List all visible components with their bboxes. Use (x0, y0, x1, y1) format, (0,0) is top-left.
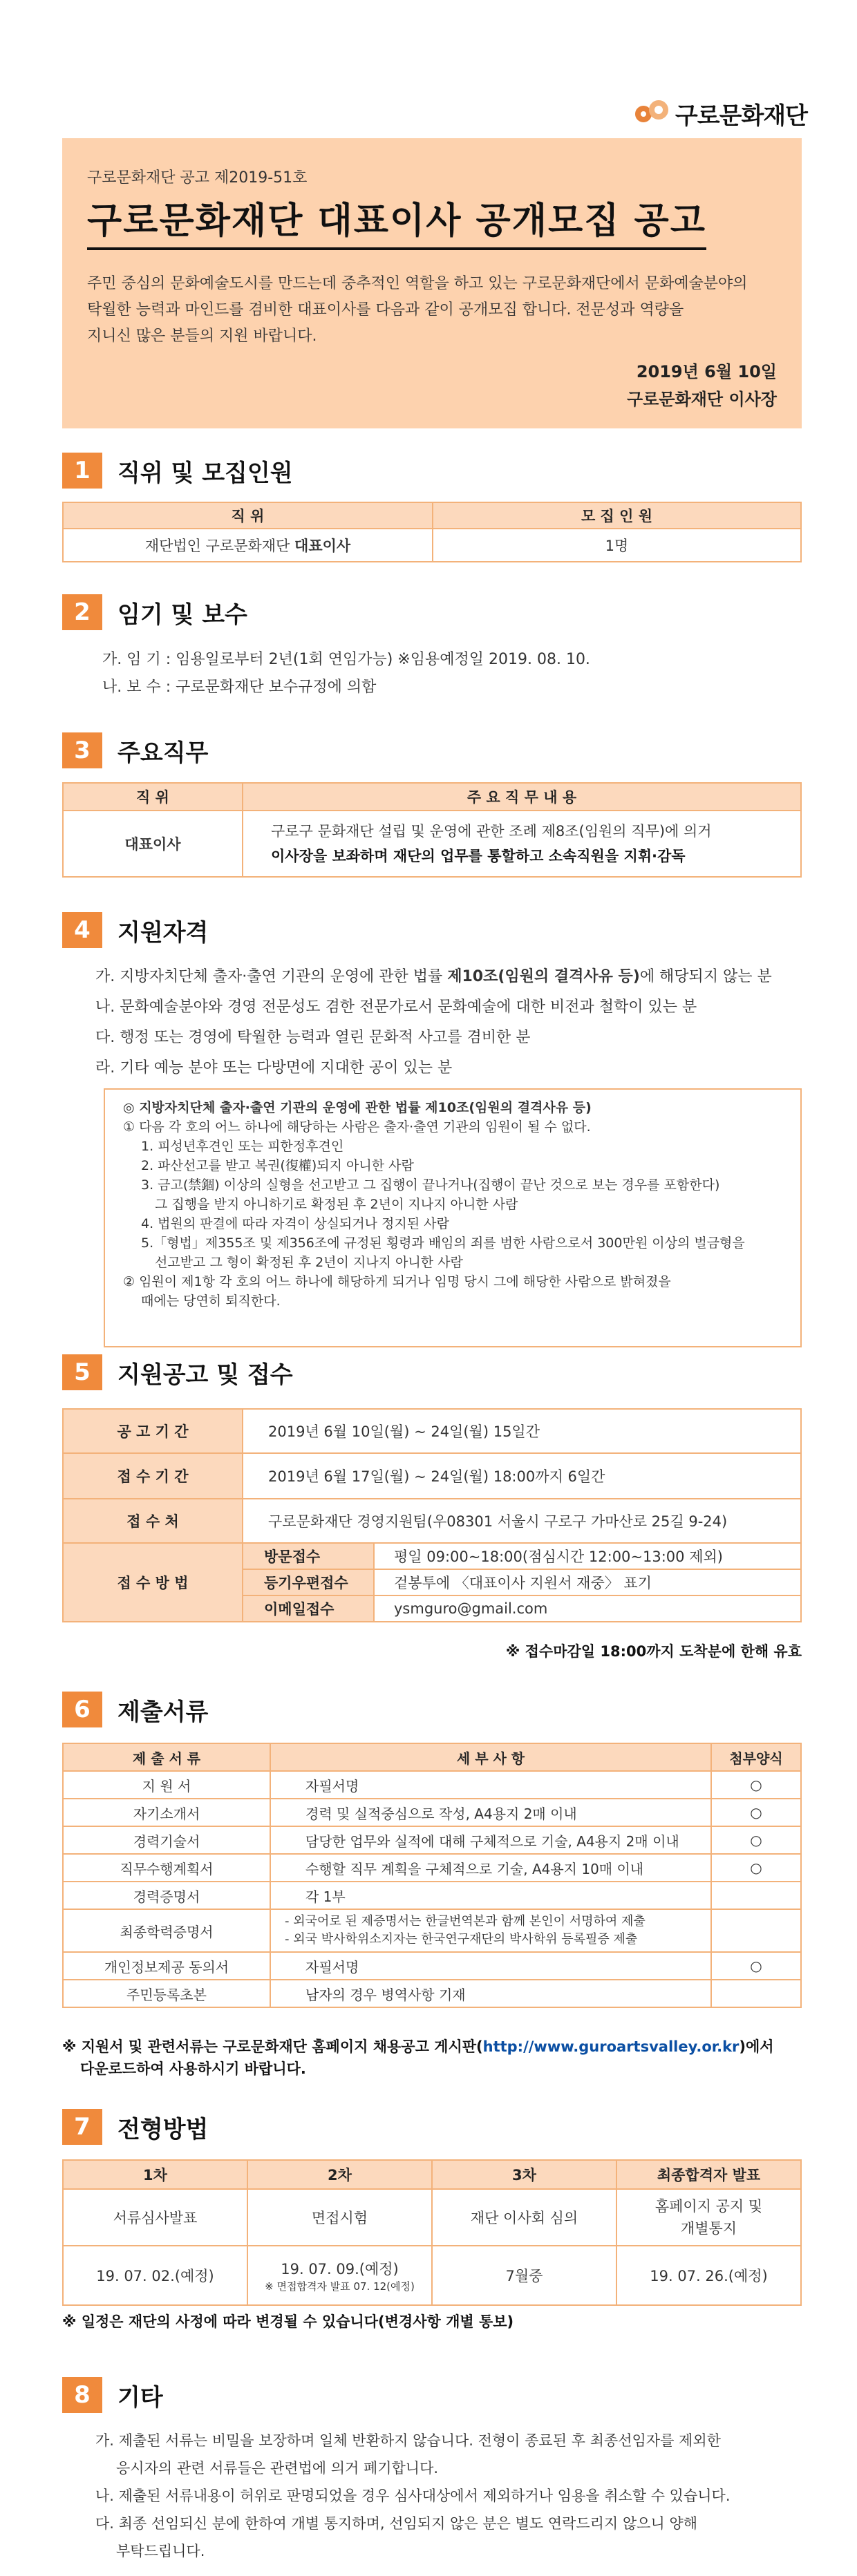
doc-detail: 자필서명 (270, 1952, 711, 1980)
qualification-item: 다. 행정 또는 경영에 탁월한 능력과 열린 문화적 사고를 겸비한 분 (95, 1029, 531, 1046)
email-value: ysmguro@gmail.com (374, 1595, 801, 1622)
col-header: 3차 (432, 2160, 616, 2189)
col-header: 최종합격자 발표 (616, 2160, 801, 2189)
date-cell: 19. 07. 26.(예정) (616, 2246, 801, 2305)
section-6-header (62, 1692, 208, 1727)
law-line: 그 집행을 받지 아니하기로 확정된 후 2년이 지나지 아니한 사람 (155, 1197, 518, 1212)
doc-form (711, 1882, 801, 1909)
term-info (102, 646, 590, 701)
page-title: 구로문화재단 대표이사 공개모집 공고 (87, 191, 706, 250)
hero-intro (87, 271, 777, 350)
table-row (63, 1826, 801, 1854)
law-line: 선고받고 그 형이 확정된 후 2년이 지나지 아니한 사람 (155, 1255, 463, 1270)
qualification-item: 가. 지방자치단체 출자·출연 기관의 운영에 관한 법률 제10조(임원의 결격사유 등)에 해당되지 않는 분 (95, 968, 772, 985)
intro-line: 탁월한 능력과 마인드를 겸비한 대표이사를 다음과 같이 공개모집 합니다. 전문성과 역량을 (87, 301, 684, 319)
section-number: 6 (62, 1692, 102, 1727)
deadline-note: ※ 접수마감일 18:00까지 도착분에 한해 유효 (505, 1643, 802, 1660)
doc-name: 직무수행계획서 (63, 1854, 270, 1882)
col-header: 1차 (63, 2160, 247, 2189)
etc-item: 가. 제출된 서류는 비밀을 보장하며 일체 반환하지 않습니다. 전형이 종료된 후 최종선임자를 제외한 (95, 2432, 721, 2449)
section-title: 기타 (117, 2383, 163, 2412)
col-header: 제 출 서 류 (63, 1743, 270, 1771)
section-5-header (62, 1354, 293, 1390)
doc-form: ○ (711, 1952, 801, 1980)
doc-name: 주민등록초본 (63, 1980, 270, 2007)
doc-detail: 수행할 직무 계획을 구체적으로 기술, A4용지 10매 이내 (270, 1854, 711, 1882)
duty-description: 구로구 문화재단 설립 및 운영에 관한 조례 제8조(임원의 직무)에 의거 이사장을 보좌하며 재단의 업무를 통할하고 소속직원을 지휘·감독 (243, 811, 801, 877)
section-title: 지원공고 및 접수 (117, 1361, 293, 1389)
logo-icon (635, 97, 668, 131)
col-header: 직 위 (63, 783, 243, 811)
method-label: 방문접수 (243, 1543, 374, 1569)
section-title: 임기 및 보수 (117, 600, 247, 629)
doc-detail: - 외국어로 된 제증명서는 한글번역본과 함께 본인이 서명하여 제출 - 외국 박사학위소지자는 한국연구재단의 박사학위 등록필증 제출 (270, 1909, 711, 1952)
place-value: 구로문화재단 경영지원팀(우08301 서울시 구로구 가마산로 25길 9-24) (243, 1499, 801, 1543)
col-header: 모 집 인 원 (433, 502, 801, 529)
law-line: 4. 법원의 판결에 따라 자격이 상실되거나 정지된 사람 (141, 1216, 449, 1231)
homepage-link[interactable]: http://www.guroartsvalley.or.kr (482, 2038, 740, 2055)
method-value: 평일 09:00~18:00(점심시간 12:00~13:00 제외) (374, 1543, 801, 1569)
download-note: ※ 지원서 및 관련서류는 구로문화재단 홈페이지 채용공고 게시판(http://www.guroartsvalley.or.kr)에서 다운로드하여 사용하시기 바랍니다. (62, 2038, 774, 2077)
date-cell: 19. 07. 02.(예정) (63, 2246, 247, 2305)
table-row (63, 1882, 801, 1909)
law-line: ① 다음 각 호의 어느 하나에 해당하는 사람은 출자·출연 기관의 임원이 될 수 없다. (123, 1119, 591, 1135)
doc-name: 경력증명서 (63, 1882, 270, 1909)
schedule-note: ※ 일정은 재단의 사정에 따라 변경될 수 있습니다(변경사항 개별 통보) (62, 2313, 514, 2330)
section-title: 전형방법 (117, 2115, 209, 2143)
etc-list (95, 2427, 731, 2565)
section-number: 5 (62, 1354, 102, 1390)
etc-item: 응시자의 관련 서류들은 관련법에 의거 폐기합니다. (116, 2460, 439, 2476)
section-number: 3 (62, 732, 102, 768)
duty-table (62, 782, 802, 878)
step-cell: 홈페이지 공지 및 개별통지 (616, 2189, 801, 2246)
step-cell: 면접시험 (247, 2189, 432, 2246)
brand-name: 구로문화재단 (675, 102, 807, 130)
table-row (63, 1980, 801, 2007)
duty-position: 대표이사 (63, 811, 243, 877)
term-line: 가. 임 기 : 임용일로부터 2년(1회 연임가능) ※임용예정일 2019. 08. 10. (102, 651, 590, 668)
section-number: 1 (62, 453, 102, 489)
col-header: 첨부양식 (711, 1743, 801, 1771)
issue-block (627, 358, 777, 413)
law-line: 1. 피성년후견인 또는 피한정후견인 (141, 1139, 344, 1154)
section-number: 4 (62, 912, 102, 948)
law-line: 3. 금고(禁錮) 이상의 실형을 선고받고 그 집행이 끝나거나(집행이 끝난 것으로 보는 경우를 포함한다) (141, 1177, 720, 1193)
section-3-header (62, 732, 208, 768)
section-title: 지원자격 (117, 918, 209, 947)
section-title: 주요직무 (117, 739, 209, 767)
doc-form: ○ (711, 1826, 801, 1854)
notice-number: 구로문화재단 공고 제2019-51호 (87, 169, 308, 187)
table-row (63, 1909, 801, 1952)
section-8-header (62, 2377, 163, 2413)
method-value: 겉봉투에 〈대표이사 지원서 재중〉 표기 (374, 1569, 801, 1595)
col-header: 2차 (247, 2160, 432, 2189)
doc-form (711, 1980, 801, 2007)
doc-form (711, 1909, 801, 1952)
intro-line: 주민 중심의 문화예술도시를 만드는데 중추적인 역할을 하고 있는 구로문화재단에서 문화예술분야의 (87, 275, 748, 292)
section-number: 7 (62, 2109, 102, 2145)
law-line: 때에는 당연히 퇴직한다. (141, 1294, 281, 1309)
doc-form: ○ (711, 1799, 801, 1826)
application-table (62, 1408, 802, 1622)
issue-date: 2019년 6월 10일 (636, 362, 777, 381)
qualification-item: 라. 기타 예능 분야 또는 다방면에 지대한 공이 있는 분 (95, 1059, 453, 1077)
period-value: 2019년 6월 10일(월) ~ 24일(월) 15일간 (243, 1409, 801, 1453)
table-row (63, 1771, 801, 1799)
col-header: 직 위 (63, 502, 433, 529)
doc-name: 최종학력증명서 (63, 1909, 270, 1952)
doc-detail: 자필서명 (270, 1771, 711, 1799)
doc-detail: 남자의 경우 병역사항 기재 (270, 1980, 711, 2007)
row-label: 접 수 방 법 (63, 1543, 243, 1622)
count-cell: 1명 (433, 529, 801, 562)
doc-name: 개인정보제공 동의서 (63, 1952, 270, 1980)
row-label: 접 수 기 간 (63, 1453, 243, 1499)
step-cell: 서류심사발표 (63, 2189, 247, 2246)
table-row (63, 1799, 801, 1826)
table-row (63, 1854, 801, 1882)
position-table (62, 502, 802, 562)
section-title: 제출서류 (117, 1698, 209, 1726)
table-row (63, 1952, 801, 1980)
etc-item: 나. 제출된 서류내용이 허위로 판명되었을 경우 심사대상에서 제외하거나 임용을 취소할 수 있습니다. (95, 2488, 731, 2504)
qualification-list (95, 962, 772, 1083)
col-header: 주 요 직 무 내 용 (243, 783, 801, 811)
date-cell: 7월중 (432, 2246, 616, 2305)
row-label: 접 수 처 (63, 1499, 243, 1543)
section-4-header (62, 912, 208, 948)
section-7-header (62, 2109, 208, 2145)
method-label: 등기우편접수 (243, 1569, 374, 1595)
col-header: 세 부 사 항 (270, 1743, 711, 1771)
date-cell: 19. 07. 09.(예정) ※ 면접합격자 발표 07. 12(예정) (247, 2246, 432, 2305)
receive-value: 2019년 6월 17일(월) ~ 24일(월) 18:00까지 6일간 (243, 1453, 801, 1499)
section-number: 8 (62, 2377, 102, 2413)
issuer: 구로문화재단 이사장 (626, 390, 777, 409)
intro-line: 지니신 많은 분들의 지원 바랍니다. (87, 328, 317, 345)
law-line: 5.「형법」제355조 및 제356조에 규정된 횡령과 배임의 죄를 범한 사람으로서 300만원 이상의 벌금형을 (141, 1235, 745, 1251)
law-title: ◎ 지방자치단체 출자·출연 기관의 운영에 관한 법률 제10조(임원의 결격사유 등) (123, 1100, 592, 1115)
doc-name: 경력기술서 (63, 1826, 270, 1854)
law-line: ② 임원이 제1항 각 호의 어느 하나에 해당하게 되거나 임명 당시 그에 해당한 사람으로 밝혀졌을 (123, 1274, 671, 1289)
doc-form: ○ (711, 1854, 801, 1882)
section-1-header (62, 453, 293, 489)
section-number: 2 (62, 594, 102, 630)
salary-line: 나. 보 수 : 구로문화재단 보수규정에 의함 (102, 679, 377, 696)
doc-detail: 경력 및 실적중심으로 작성, A4용지 2매 이내 (270, 1799, 711, 1826)
brand-logo (635, 97, 807, 131)
doc-name: 자기소개서 (63, 1799, 270, 1826)
selection-table (62, 2159, 802, 2306)
position-cell: 재단법인 구로문화재단 대표이사 (63, 529, 433, 562)
doc-detail: 각 1부 (270, 1882, 711, 1909)
hero-banner (62, 138, 802, 428)
law-excerpt-box (104, 1088, 802, 1347)
method-label: 이메일접수 (243, 1595, 374, 1622)
qualification-item: 나. 문화예술분야와 경영 전문성도 겸한 전문가로서 문화예술에 대한 비전과 철학이 있는 분 (95, 998, 697, 1016)
doc-name: 지 원 서 (63, 1771, 270, 1799)
step-cell: 재단 이사회 심의 (432, 2189, 616, 2246)
documents-table (62, 1743, 802, 2008)
section-2-header (62, 594, 247, 630)
row-label: 공 고 기 간 (63, 1409, 243, 1453)
section-title: 직위 및 모집인원 (117, 459, 293, 487)
law-line: 2. 파산선고를 받고 복권(復權)되지 아니한 사람 (141, 1158, 414, 1173)
etc-item: 부탁드립니다. (116, 2543, 205, 2559)
doc-form: ○ (711, 1771, 801, 1799)
etc-item: 다. 최종 선임되신 분에 한하여 개별 통지하며, 선임되지 않은 분은 별도 연락드리지 않으니 양해 (95, 2515, 697, 2532)
doc-detail: 담당한 업무와 실적에 대해 구체적으로 기술, A4용지 2매 이내 (270, 1826, 711, 1854)
